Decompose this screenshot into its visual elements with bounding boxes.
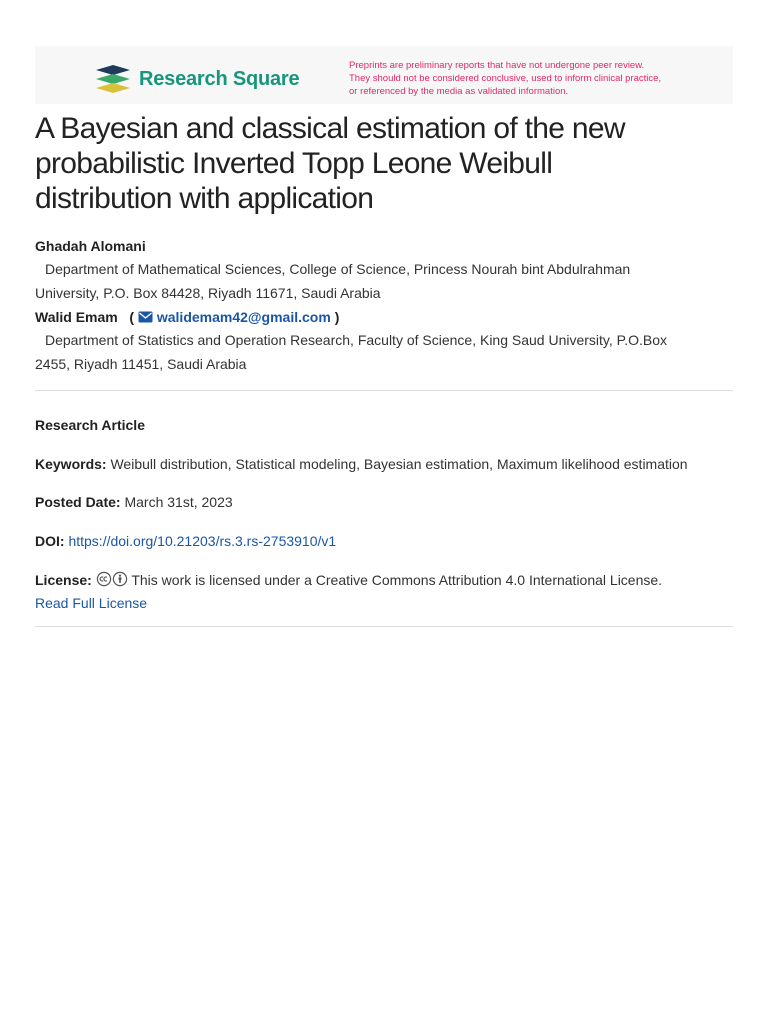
disclaimer-line: They should not be considered conclusive, used to inform clinical practice, <box>349 73 662 84</box>
affiliation-line: Department of Statistics and Operation Research, Faculty of Science, King Saud University, P.O.Box <box>45 332 668 348</box>
license-label: License: <box>35 572 92 588</box>
author-email-link[interactable] <box>138 309 335 325</box>
article-type-label: Research Article <box>35 417 145 433</box>
author-email: walidemam42@gmail.com <box>156 309 331 325</box>
author-affiliation <box>35 329 725 376</box>
disclaimer-line: or referenced by the media as validated information. <box>349 86 569 97</box>
brand-name: Research Square <box>139 67 300 90</box>
paren-close: ) <box>334 309 340 325</box>
license-text: This work is licensed under a Creative Commons Attribution 4.0 International License. <box>131 572 663 588</box>
doi-row <box>35 533 336 549</box>
author-affiliation <box>35 258 725 305</box>
research-square-logo[interactable] <box>95 62 299 96</box>
attribution-icon <box>112 571 128 587</box>
disclaimer-line: Preprints are preliminary reports that have not undergone peer review. <box>349 60 645 71</box>
preprint-banner <box>35 46 733 104</box>
posted-date-value: March 31st, 2023 <box>124 494 233 510</box>
read-license-row <box>35 595 147 611</box>
keywords-row <box>35 456 688 472</box>
keywords-label: Keywords: <box>35 456 107 472</box>
affiliation-line: 2455, Riyadh 11451, Saudi Arabia <box>35 355 247 372</box>
research-square-logo-icon <box>95 64 131 94</box>
divider <box>35 390 733 391</box>
preprint-disclaimer <box>349 59 729 98</box>
author-name: Walid Emam <box>35 309 118 325</box>
cc-license-icons[interactable] <box>96 571 128 587</box>
envelope-icon <box>138 311 153 323</box>
doi-link[interactable]: https://doi.org/10.21203/rs.3.rs-2753910/v1 <box>68 533 337 549</box>
title-line: A Bayesian and classical estimation of the new <box>35 112 625 145</box>
corresponding-author <box>35 309 339 325</box>
author-name: Ghadah Alomani <box>35 238 146 254</box>
creative-commons-icon <box>96 571 112 587</box>
affiliation-line: Department of Mathematical Sciences, College of Science, Princess Nourah bint Abdulrahman <box>45 261 631 277</box>
doi-label: DOI: <box>35 533 65 549</box>
read-full-license-link[interactable]: Read Full License <box>35 595 148 611</box>
title-line: distribution with application <box>35 182 374 215</box>
posted-date-label: Posted Date: <box>35 494 121 510</box>
paren-open: ( <box>121 309 135 325</box>
paper-title <box>35 111 735 216</box>
posted-date-row <box>35 494 233 510</box>
article-type <box>35 417 145 433</box>
license-row <box>35 571 662 588</box>
divider <box>35 626 733 627</box>
affiliation-line: University, P.O. Box 84428, Riyadh 11671, Saudi Arabia <box>35 284 381 301</box>
title-line: probabilistic Inverted Topp Leone Weibull <box>35 147 553 180</box>
keywords-value: Weibull distribution, Statistical modeling, Bayesian estimation, Maximum likelihood estimation <box>110 456 688 472</box>
